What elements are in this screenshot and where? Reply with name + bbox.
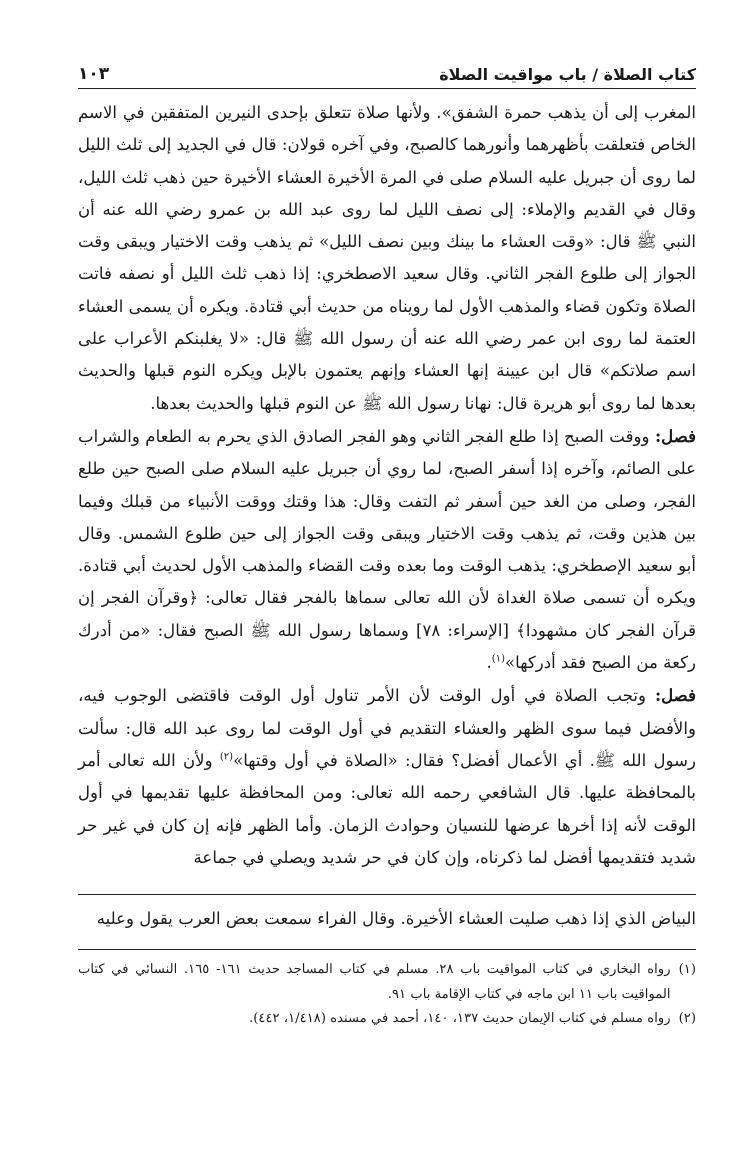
commentary-text: البياض الذي إذا ذهب صليت العشاء الأخيرة. وقال الفراء سمعت بعض العرب يقول وعليه bbox=[96, 909, 696, 929]
running-header bbox=[78, 58, 696, 89]
page-number: ١٠٣ bbox=[78, 64, 110, 84]
footnote-text: رواه مسلم في كتاب الإيمان حديث ١٣٧، ١٤٠، أحمد في مسنده (١/٤١٨، ٤٤٢). bbox=[249, 1011, 671, 1027]
footnote-ref-1[interactable]: (١) bbox=[491, 653, 505, 665]
section-label: فصل: bbox=[655, 425, 697, 446]
paragraph-2 bbox=[78, 420, 696, 679]
footnote-number: (١) bbox=[678, 962, 696, 978]
paragraph-3 bbox=[78, 679, 696, 874]
paragraph-2-text: ووقت الصبح إذا طلع الفجر الثاني وهو الفجر الصادق الذي يحرم به الطعام والشراب على الصائم، وآخره إذا أسفر الصبح، لما روي أن جبريل عليه السلام صلى الصبح حين طلع الفجر، وصلى من الغد حين أسفر ثم التفت وقال: هذا وقتك ووقت الأنبياء من قبلك وفيما بين هذين وقت، ثم يذهب وقت الاختيار ويبقى وقت الجواز إلى حين طلوع الشمس. وقال أبو سعيد الإصطخري: يذهب الوقت وما بعده وقت القضاء والمذهب الأول لحديث أبي قتادة. ويكره أن تسمى صلاة الغداة لأن الله تعالى سماها بالفجر فقال تعالى: ﴿وقرآن الفجر إن قرآن الفجر كان مشهودا﴾ [الإسراء: ٧٨] وسماها رسول الله ﷺ الصبح فقال: «من أدرك ركعة من الصبح فقد أدركها» bbox=[78, 426, 696, 673]
footnote-text: رواه البخاري في كتاب المواقيت باب ٢٨. مسلم في كتاب المساجد حديث ١٦١- ١٦٥. النسائي في كتاب المواقيت باب ١١ ابن ماجه في كتاب الإقامة باب ٩١. bbox=[78, 962, 671, 1002]
footnotes bbox=[78, 950, 696, 1032]
paragraph-3-text-b: ولأن الله تعالى أمر بالمحافظة عليها. قال الشافعي رحمه الله تعالى: ومن المحافظة عليها تقديمها في أول الوقت لأنه إذا أخرها عرضها للنسيان وحوادث الزمان. وأما الظهر فإنه إن كان في غير حر شديد فتقديمها أفضل لما ذكرناه، وإن كان في حر شديد ويصلي في جماعة bbox=[78, 750, 696, 867]
footnote-2 bbox=[78, 1007, 696, 1032]
footnote-number: (٢) bbox=[678, 1011, 696, 1027]
paragraph-3-text-a: وتجب الصلاة في أول الوقت لأن الأمر تناول أول الوقت فاقتضى الوجوب فيه، والأفضل فيما سوى الظهر والعشاء التقديم في أول الوقت لما روى عبد الله قال: سألت رسول الله ﷺ. أي الأعمال أفضل؟ فقال: «الصلاة في أول وقتها» bbox=[78, 686, 696, 770]
section-label: فصل: bbox=[654, 685, 696, 706]
paragraph-2-end: . bbox=[486, 653, 492, 673]
footnote-ref-2[interactable]: (٢) bbox=[219, 751, 234, 763]
paragraph-1: المغرب إلى أن يذهب حمرة الشفق». ولأنها صلاة تتعلق بإحدى النيرين المتفقين في الاسم الخاص فتعلقت بأظهرهما وأنورهما كالصبح، وفي آخره قولان: قال في الجديد إلى ثلث الليل لما روى أن جبريل عليه السلام صلى في المرة الأخيرة العشاء الأخيرة حين ذهب ثلث الليل، وقال في القديم والإملاء: إلى نصف الليل لما روى عبد الله بن عمرو رضي الله عنه أن النبي ﷺ قال: «وقت العشاء ما بينك وبين نصف الليل» ثم يذهب وقت الاختيار ويبقى وقت الجواز إلى طلوع الفجر الثاني. وقال سعيد الاصطخري: إذا ذهب ثلث الليل أو نصفه فاتت الصلاة وتكون قضاء والمذهب الأول لما رويناه من حديث أبي قتادة. ويكره أن يسمى العشاء العتمة لما روى ابن عمر رضي الله عنه أن رسول الله ﷺ قال: «لا يغلبنكم الأعراب على اسم صلاتكم» قال ابن عيينة إنها العشاء وإنهم يعتمون بالإبل ويكره النوم قبلها والحديث بعدها لما روى أبو هريرة قال: نهانا رسول الله ﷺ عن النوم قبلها والحديث بعدها. bbox=[78, 103, 696, 413]
chapter-title: كتاب الصلاة / باب مواقيت الصلاة bbox=[439, 65, 696, 84]
main-text bbox=[78, 97, 696, 874]
footnote-1 bbox=[78, 958, 696, 1007]
book-page bbox=[78, 58, 696, 1118]
